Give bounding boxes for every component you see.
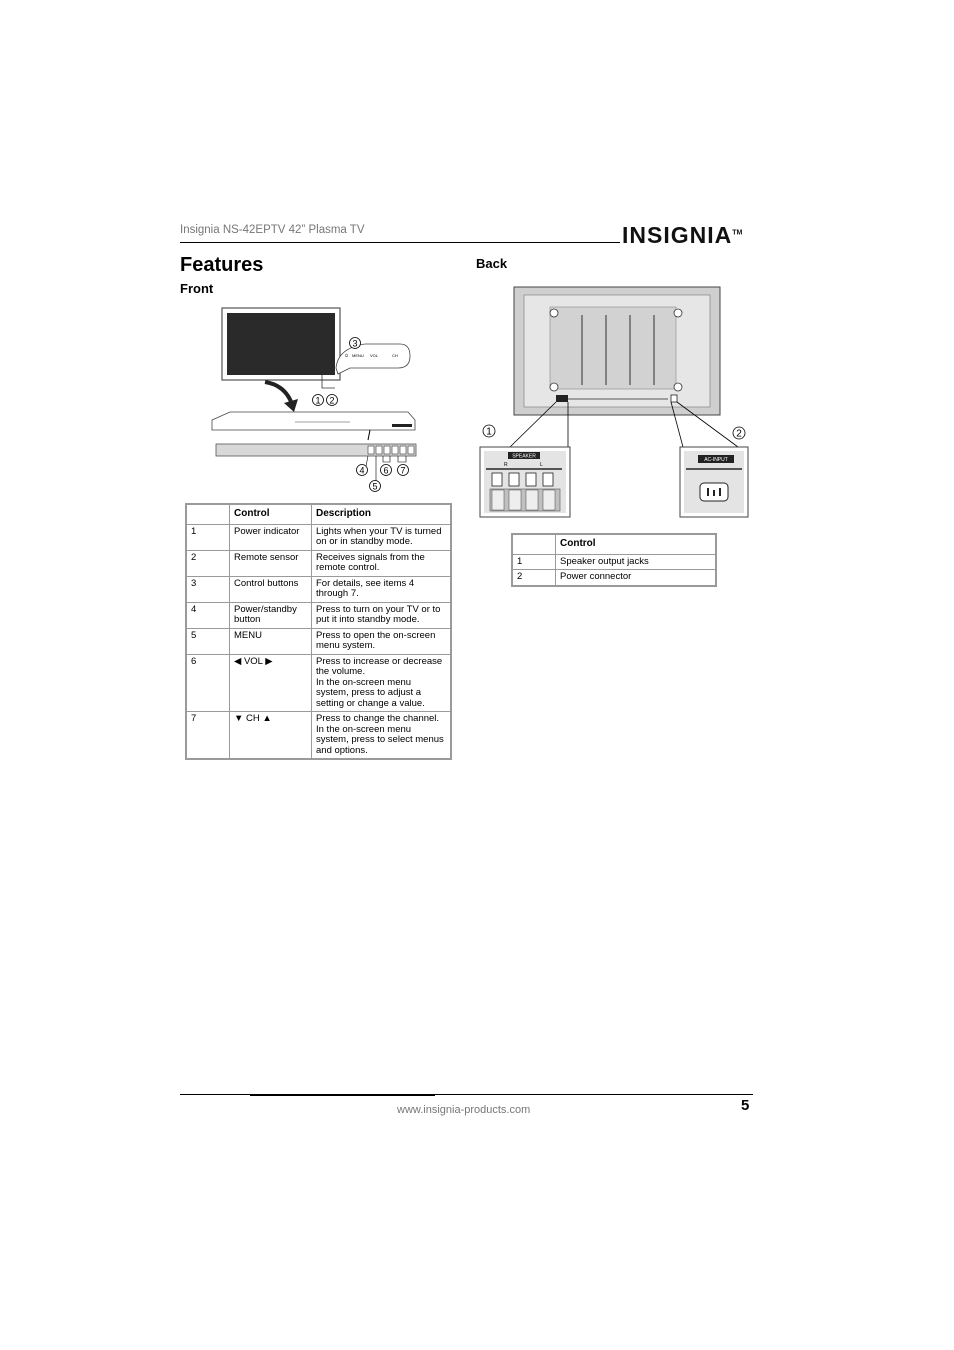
header-control: Control <box>556 534 717 554</box>
row-control: MENU <box>230 628 312 654</box>
logo-text: INSIGNIA <box>622 222 733 248</box>
footer-url: www.insignia-products.com <box>397 1104 531 1116</box>
header-rule <box>180 242 620 243</box>
back-panel-diagram <box>478 285 752 520</box>
row-control <box>230 654 312 712</box>
row-num: 4 <box>186 602 230 628</box>
strip-menu-label: MENU <box>352 353 364 358</box>
desc-line: In the on-screen menu system, press to select menus and options. <box>316 723 444 756</box>
row-control: Power/standby button <box>230 602 312 628</box>
table-row <box>186 654 451 712</box>
row-control: Control buttons <box>230 576 312 602</box>
speaker-label: SPEAKER <box>512 453 536 460</box>
header-num <box>512 534 556 554</box>
page-title: Features <box>180 254 264 276</box>
row-control: Speaker output jacks <box>556 554 717 570</box>
row-num: 7 <box>186 712 230 760</box>
row-num: 5 <box>186 628 230 654</box>
running-header: Insignia NS-42EPTV 42” Plasma TV <box>180 224 365 236</box>
ch-up-arrow-icon: ▲ <box>262 713 272 724</box>
vol-right-arrow-icon: ▶ <box>265 655 273 667</box>
row-num: 1 <box>186 524 230 550</box>
header-description: Description <box>312 504 452 524</box>
callout-4-label: 4 <box>359 465 365 476</box>
speaker-r-label: R <box>504 462 508 468</box>
table-row <box>512 570 716 586</box>
callout-6-label: 6 <box>383 465 389 476</box>
callout-5-label: 5 <box>372 481 378 492</box>
callout-bubble <box>336 344 410 374</box>
row-desc: Press to open the on-screen menu system. <box>312 628 452 654</box>
row-desc <box>312 654 452 712</box>
front-panel-diagram <box>210 300 425 500</box>
row-num: 3 <box>186 576 230 602</box>
back-callout-1-label: 1 <box>486 426 492 438</box>
ch-label: CH <box>246 713 260 724</box>
back-controls-table <box>511 533 717 587</box>
rotation-arrow <box>265 382 292 404</box>
table-header-row <box>186 504 451 524</box>
page-number: 5 <box>741 1097 750 1114</box>
callout-1-label: 1 <box>315 395 321 406</box>
power-symbol: ⏻ <box>345 353 349 358</box>
tv-screen <box>227 313 335 375</box>
strip-ch-label: CH <box>392 353 398 358</box>
callout-3-label: 3 <box>352 338 358 349</box>
back-heading: Back <box>476 256 508 271</box>
row-control: Power indicator <box>230 524 312 550</box>
insignia-logo <box>622 222 742 249</box>
back-callout-2-label: 2 <box>736 428 742 440</box>
vol-label: VOL <box>243 655 263 667</box>
table-header-row <box>512 534 716 554</box>
vol-left-arrow-icon: ◀ <box>234 655 242 667</box>
row-desc: For details, see items 4 through 7. <box>312 576 452 602</box>
row-desc <box>312 712 452 760</box>
footer-rule-accent <box>250 1094 435 1096</box>
row-control <box>230 712 312 760</box>
table-row <box>186 602 451 628</box>
row-desc: Receives signals from the remote control. <box>312 550 452 576</box>
strip-vol-label: VOL <box>370 353 379 358</box>
ac-label: AC-INPUT <box>704 457 728 463</box>
row-control: Power connector <box>556 570 717 586</box>
desc-line: Press to change the channel. <box>316 713 440 724</box>
row-num: 6 <box>186 654 230 712</box>
row-desc: Press to turn on your TV or to put it into standby mode. <box>312 602 452 628</box>
ch-down-arrow-icon: ▼ <box>234 713 244 724</box>
callout-2-label: 2 <box>329 395 335 406</box>
front-controls-table <box>185 503 452 760</box>
table-row <box>512 554 716 570</box>
table-row <box>186 628 451 654</box>
tv-bottom-edge <box>212 412 415 430</box>
trademark-mark: TM <box>732 229 743 237</box>
desc-line: Press to increase or decrease the volume. <box>316 655 443 677</box>
row-control: Remote sensor <box>230 550 312 576</box>
table-row <box>186 524 451 550</box>
row-num: 2 <box>186 550 230 576</box>
row-num: 1 <box>512 554 556 570</box>
speaker-l-label: L <box>540 462 543 468</box>
table-row <box>186 550 451 576</box>
table-row <box>186 576 451 602</box>
table-row <box>186 712 451 760</box>
front-heading: Front <box>180 281 214 296</box>
header-num <box>186 504 230 524</box>
row-desc: Lights when your TV is turned on or in standby mode. <box>312 524 452 550</box>
header-control: Control <box>230 504 312 524</box>
desc-line: In the on-screen menu system, press to adjust a setting or change a value. <box>316 676 425 709</box>
callout-7-label: 7 <box>400 465 406 476</box>
row-num: 2 <box>512 570 556 586</box>
